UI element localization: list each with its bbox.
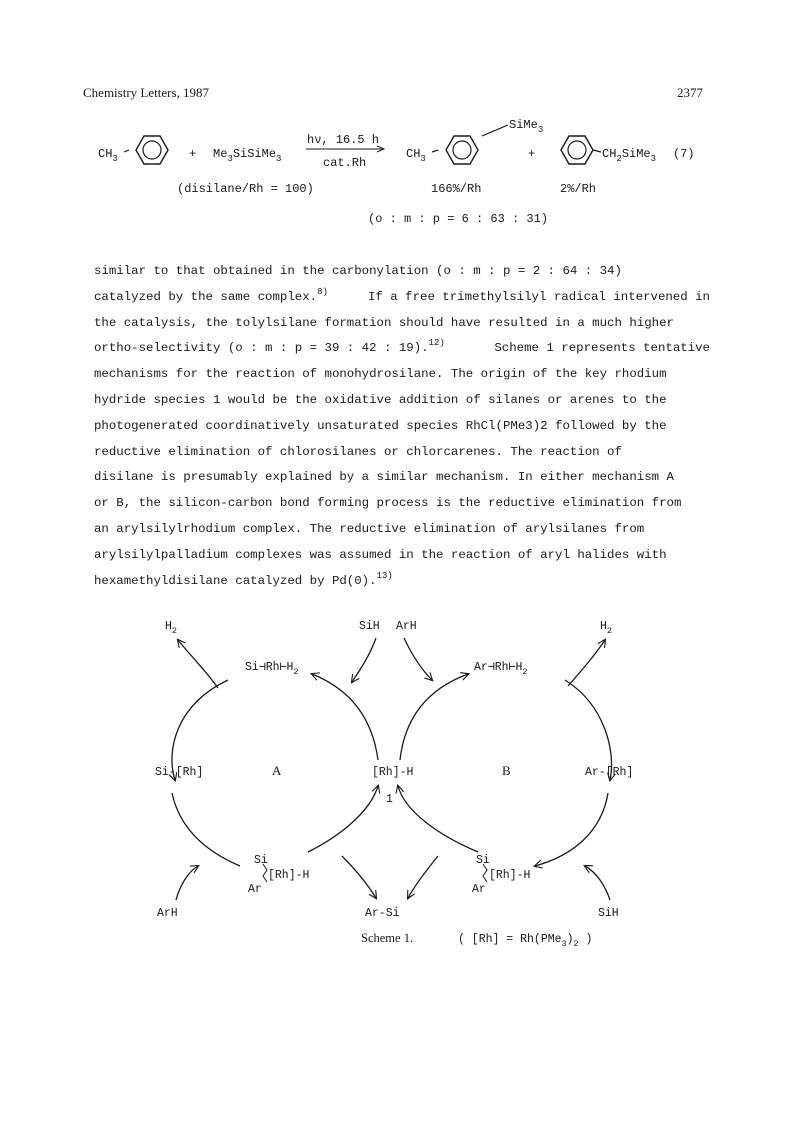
page-number: 2377	[677, 85, 703, 100]
h2-right: $H_2$	[600, 620, 613, 636]
si-rh: Si-[Rh]	[155, 766, 204, 779]
text-line: the catalysis, the tolylsilane formation should have resulted in a much higher	[94, 315, 674, 330]
si-rh-h2: $Si⊣Rh⊢H_2$	[245, 661, 299, 677]
rh-h-a: [Rh]-H	[268, 869, 310, 882]
arh-top: ArH	[396, 620, 417, 633]
reference-8: 8)	[317, 286, 328, 297]
si-label-a: Si	[254, 854, 268, 867]
arc-a-bottom-left	[172, 793, 240, 866]
arrow-sih-bottom	[585, 866, 610, 900]
si-label-b: Si	[476, 854, 490, 867]
plus-sign: +	[189, 147, 197, 161]
text-line: catalyzed by the same complex.$^{8)}$ If a free trimethylsilyl radical intervened in	[94, 286, 710, 304]
disilane-ratio-note: (disilane/Rh = 100)	[177, 182, 314, 196]
arc-a-top-left	[172, 680, 228, 780]
sih-bottom: SiH	[598, 907, 619, 920]
product1-ring	[446, 136, 478, 164]
journal-header: Chemistry Letters, 1987	[83, 85, 210, 100]
toluene-ring	[136, 136, 168, 164]
cycle-label-b: B	[502, 763, 511, 778]
arh-bottom: ArH	[157, 907, 178, 920]
arrow-ar-si-out-b	[408, 856, 438, 898]
toluene-methyl: $CH_3$	[98, 147, 118, 164]
text-line: disilane is presumably explained by a similar mechanism. In either mechanism A	[94, 470, 674, 485]
text-line: an arylsilylrhodium complex. The reductive elimination of arylsilanes from	[94, 521, 645, 536]
ar-rh: Ar-[Rh]	[585, 766, 634, 779]
arc-b-top-right	[565, 680, 612, 780]
text-line: photogenerated coordinatively unsaturated species RhCl(PMe3)2 followed by the	[94, 418, 667, 433]
text-line: ortho-selectivity (o : m : p = 39 : 42 : 19).$^{12)}$ Scheme 1 represents tentative	[94, 338, 710, 356]
arc-b-bottom-left	[398, 786, 478, 852]
reference-12: 12)	[428, 338, 445, 349]
scheme-caption-note: ( $[Rh] = Rh(PMe_3)_2$ )	[458, 933, 593, 949]
arc-a-bottom-right	[308, 786, 378, 852]
arc-a-top-right	[312, 674, 378, 760]
arrow-sih-in	[352, 638, 376, 682]
cycle-label-a: A	[272, 763, 282, 778]
text-line: reductive elimination of chlorosilanes or chlorcarenes. The reaction of	[94, 444, 622, 459]
species-number-1: 1	[386, 793, 393, 806]
product1-silyl-group: SiMe$_3$	[509, 118, 544, 135]
product2-substituent: $CH_2SiMe_3$	[602, 147, 657, 164]
reaction-equation-7	[0, 110, 793, 235]
disilane-formula: $Me_3SiSiMe_3$	[213, 147, 282, 164]
text-line: or B, the silicon-carbon bond forming process is the reductive elimination from	[94, 496, 682, 511]
text-line: hexamethyldisilane catalyzed by Pd(0).$^{13)}$	[94, 570, 393, 588]
isomer-ratio: (o : m : p = 6 : 63 : 31)	[368, 212, 549, 226]
arrow-h2-left	[178, 640, 218, 688]
arc-b-bottom-right	[535, 793, 608, 866]
yield-product1: 166%/Rh	[431, 182, 482, 196]
product2-ring	[561, 136, 593, 164]
arrow-arh-in	[404, 638, 432, 680]
rh-h-b: [Rh]-H	[489, 869, 531, 882]
ar-si-product: Ar-Si	[365, 907, 400, 920]
ar-rh-h2: $Ar⊣Rh⊢H_2$	[474, 661, 528, 677]
arrow-arh-bottom	[176, 866, 198, 900]
ar-label-b: Ar	[472, 883, 486, 896]
text-line: hydride species 1 would be the oxidative addition of silanes or arenes to the	[94, 392, 667, 407]
sih-top: SiH	[359, 620, 380, 633]
arc-b-top-left	[400, 674, 468, 760]
rh-hydride: [Rh]-H	[372, 766, 414, 779]
reference-13: 13)	[376, 570, 393, 581]
ar-label-a: Ar	[248, 883, 262, 896]
text-line: mechanisms for the reaction of monohydrosilane. The origin of the key rhodium	[94, 367, 667, 382]
plus-sign-2: +	[528, 147, 536, 161]
conditions-above: hν, 16.5 h	[307, 133, 380, 147]
conditions-below: cat.Rh	[323, 156, 367, 170]
text-line: arylsilylpalladium complexes was assumed in the reaction of aryl halides with	[94, 547, 667, 562]
yield-product2: 2%/Rh	[560, 182, 597, 196]
arrow-ar-si-out-a	[342, 856, 376, 898]
text-line: similar to that obtained in the carbonylation (o : m : p = 2 : 64 : 34)	[94, 264, 622, 278]
product1-methyl: $CH_3$	[406, 147, 426, 164]
scheme-caption: Scheme 1.	[361, 931, 414, 945]
scheme-1-diagram	[0, 600, 793, 955]
equation-number: (7)	[673, 147, 695, 161]
body-paragraph	[94, 259, 710, 594]
arrow-h2-right	[568, 640, 605, 686]
h2-left: $H_2$	[165, 620, 178, 636]
